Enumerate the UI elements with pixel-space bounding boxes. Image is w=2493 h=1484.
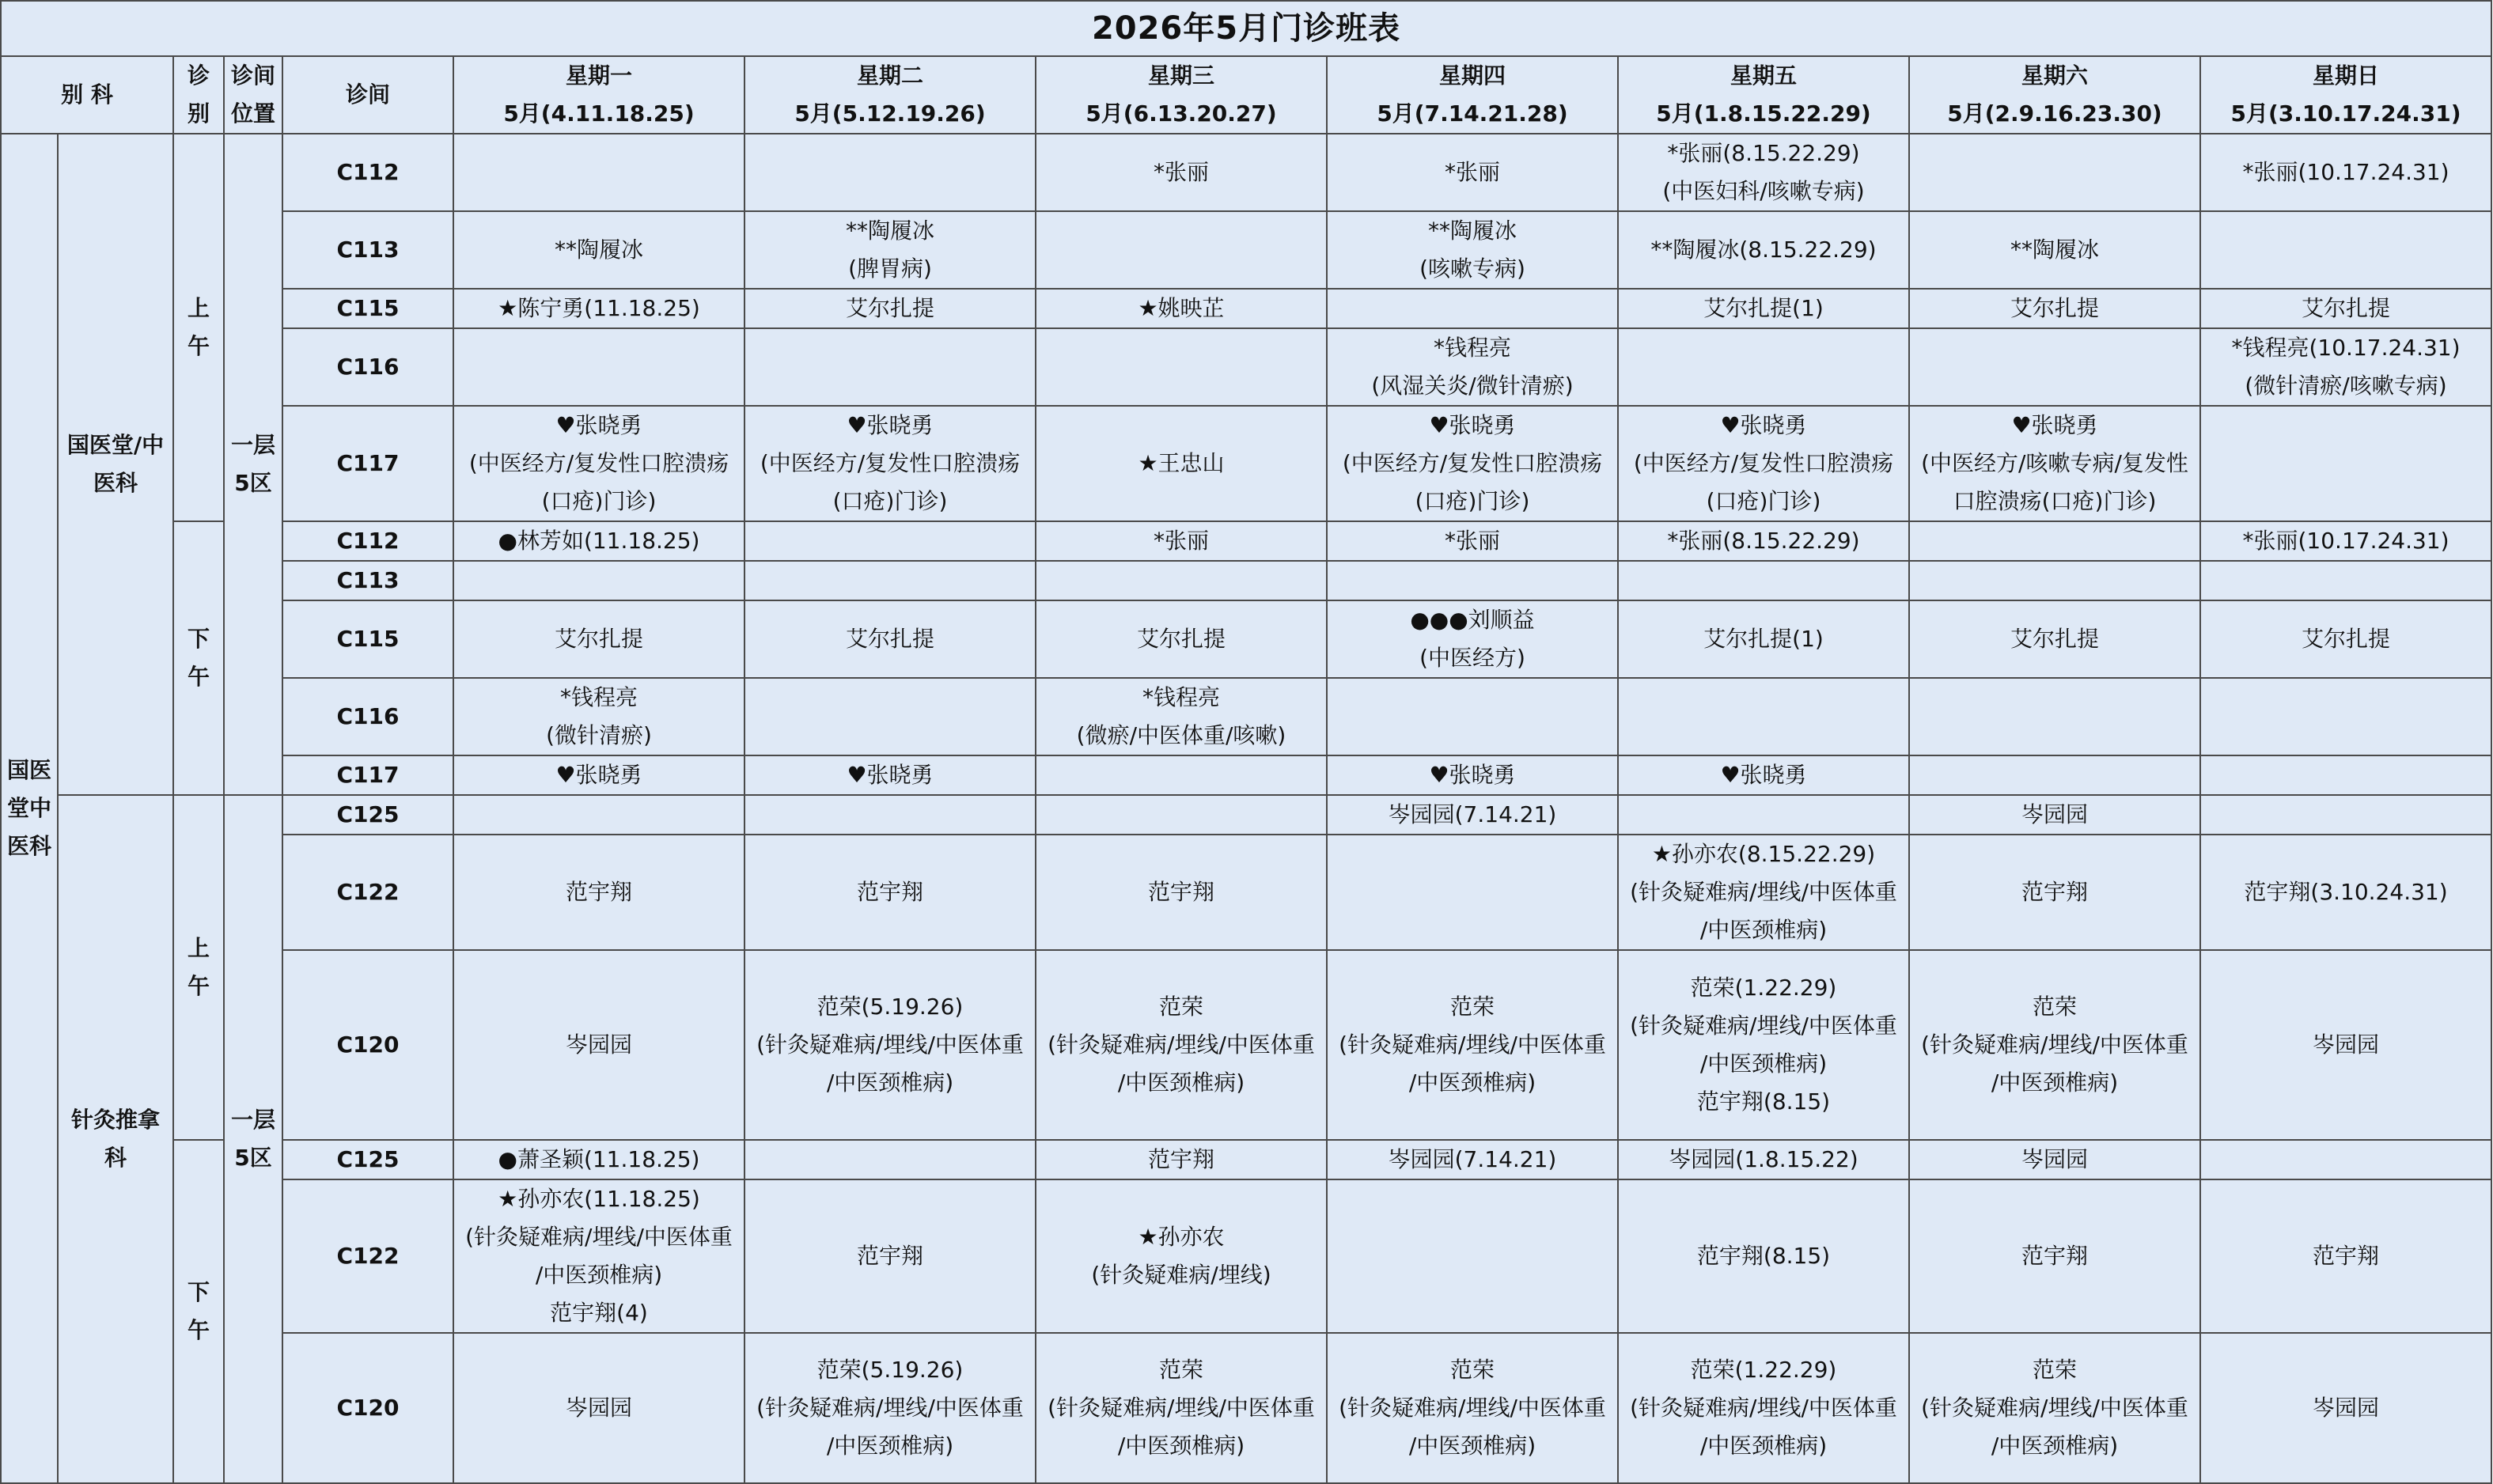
schedule-cell xyxy=(744,1179,1036,1333)
room-label: C117 xyxy=(282,755,453,795)
schedule-row xyxy=(1,561,2491,600)
schedule-cell xyxy=(744,1333,1036,1483)
schedule-cell xyxy=(1618,600,1909,678)
schedule-entry: 范荣(1.22.29) xyxy=(1690,1357,1837,1383)
schedule-row xyxy=(1,795,2491,835)
schedule-entry: (微针清瘀/咳嗽专病) xyxy=(2245,373,2447,399)
room-label: C116 xyxy=(282,328,453,406)
schedule-entry: /中医颈椎病) xyxy=(826,1433,954,1459)
schedule-entry: 艾尔扎提 xyxy=(554,626,643,652)
schedule-entry: 范荣 xyxy=(1449,994,1495,1020)
schedule-cell xyxy=(744,795,1036,835)
room-label: C113 xyxy=(282,561,453,600)
schedule-cell xyxy=(2200,211,2491,289)
schedule-cell xyxy=(1909,289,2200,328)
schedule-cell xyxy=(1327,328,1618,406)
schedule-entry: 范宇翔 xyxy=(2021,1243,2088,1269)
schedule-cell xyxy=(1327,561,1618,600)
schedule-row xyxy=(1,1333,2491,1483)
schedule-entry: 范宇翔 xyxy=(856,1243,923,1269)
schedule-cell xyxy=(1036,406,1327,521)
schedule-entry: (口疮)门诊) xyxy=(1706,488,1821,514)
schedule-row xyxy=(1,521,2491,561)
schedule-entry: ♥张晓勇 xyxy=(1429,412,1516,438)
schedule-cell xyxy=(1036,328,1327,406)
schedule-entry: (针灸疑难病/埋线/中医体重 xyxy=(1630,1395,1897,1421)
schedule-entry: (口疮)门诊) xyxy=(1415,488,1530,514)
schedule-entry: 艾尔扎提(1) xyxy=(1703,626,1824,652)
schedule-cell xyxy=(453,835,744,950)
schedule-cell xyxy=(1909,1333,2200,1483)
schedule-entry: **陶履冰 xyxy=(1427,218,1517,244)
schedule-entry: 范宇翔(4) xyxy=(550,1300,648,1326)
schedule-entry: /中医颈椎病) xyxy=(1699,1433,1828,1459)
outer-dept-label: 国医 堂中 医科 xyxy=(1,134,58,1483)
schedule-entry: 艾尔扎提 xyxy=(845,295,934,321)
schedule-entry: 艾尔扎提 xyxy=(2010,295,2099,321)
schedule-cell xyxy=(1909,678,2200,755)
schedule-entry: (针灸疑难病/埋线/中医体重 xyxy=(1339,1395,1606,1421)
schedule-entry: 范宇翔 xyxy=(1147,879,1214,905)
schedule-entry: (中医经方/复发性口腔溃疡 xyxy=(760,450,1021,476)
schedule-entry: /中医颈椎病) xyxy=(1117,1069,1245,1096)
schedule-cell xyxy=(744,521,1036,561)
schedule-entry: ★孙亦农(8.15.22.29) xyxy=(1651,841,1876,867)
schedule-cell xyxy=(744,134,1036,211)
schedule-entry: (脾胃病) xyxy=(848,256,932,282)
schedule-entry: ♥张晓勇 xyxy=(847,762,934,788)
schedule-cell xyxy=(1909,795,2200,835)
schedule-entry: /中医颈椎病) xyxy=(1991,1069,2119,1096)
schedule-cell xyxy=(1036,1179,1327,1333)
schedule-cell xyxy=(1327,678,1618,755)
schedule-cell xyxy=(2200,289,2491,328)
dept-label-tcm: 国医堂/中 医科 xyxy=(58,134,173,795)
schedule-cell xyxy=(1036,835,1327,950)
schedule-entry: ●林芳如(11.18.25) xyxy=(498,528,700,554)
schedule-entry: *钱程亮 xyxy=(559,684,638,710)
schedule-cell xyxy=(1909,950,2200,1140)
schedule-row xyxy=(1,950,2491,1140)
schedule-cell xyxy=(744,211,1036,289)
schedule-entry: **陶履冰 xyxy=(2010,237,2099,263)
schedule-entry: /中医颈椎病) xyxy=(1408,1433,1536,1459)
schedule-entry: (针灸疑难病/埋线/中医体重 xyxy=(756,1395,1024,1421)
schedule-entry: ♥张晓勇 xyxy=(1720,762,1807,788)
schedule-cell xyxy=(744,406,1036,521)
schedule-entry: /中医颈椎病) xyxy=(826,1069,954,1096)
schedule-cell xyxy=(2200,1333,2491,1483)
schedule-cell xyxy=(1909,561,2200,600)
day-header-sun: 星期日 5月(3.10.17.24.31) xyxy=(2200,56,2491,134)
schedule-cell xyxy=(2200,328,2491,406)
schedule-entry: /中医颈椎病) xyxy=(1699,917,1828,943)
schedule-entry: (针灸疑难病/埋线/中医体重 xyxy=(1921,1395,2188,1421)
schedule-cell xyxy=(1327,795,1618,835)
schedule-cell xyxy=(744,755,1036,795)
schedule-cell xyxy=(1909,406,2200,521)
schedule-entry: 范宇翔 xyxy=(2313,1243,2380,1269)
dept-label-acupuncture: 针灸推拿 科 xyxy=(58,795,173,1483)
schedule-cell xyxy=(1909,1140,2200,1179)
schedule-row xyxy=(1,134,2491,211)
schedule-entry: (中医妇科/咳嗽专病) xyxy=(1662,178,1865,204)
schedule-cell xyxy=(453,134,744,211)
schedule-entry: 岑园园 xyxy=(565,1032,632,1058)
schedule-entry: ♥张晓勇 xyxy=(2011,412,2098,438)
schedule-entry: /中医颈椎病) xyxy=(1699,1051,1828,1077)
day-header-tue: 星期二 5月(5.12.19.26) xyxy=(744,56,1036,134)
schedule-entry: (口疮)门诊) xyxy=(832,488,948,514)
schedule-cell xyxy=(1327,1179,1618,1333)
day-header-fri: 星期五 5月(1.8.15.22.29) xyxy=(1618,56,1909,134)
schedule-entry: 口腔溃疡(口疮)门诊) xyxy=(1953,488,2157,514)
schedule-cell xyxy=(2200,406,2491,521)
schedule-cell xyxy=(1618,755,1909,795)
schedule-cell xyxy=(453,1179,744,1333)
room-label: C117 xyxy=(282,406,453,521)
schedule-entry: (咳嗽专病) xyxy=(1419,256,1525,282)
schedule-cell xyxy=(2200,561,2491,600)
room-label: C116 xyxy=(282,678,453,755)
schedule-entry: ♥张晓勇 xyxy=(847,412,934,438)
schedule-entry: ●●●刘顺益 xyxy=(1410,607,1535,633)
schedule-entry: 范荣(1.22.29) xyxy=(1690,975,1837,1001)
schedule-entry: 范荣 xyxy=(1449,1357,1495,1383)
schedule-cell xyxy=(1327,521,1618,561)
schedule-cell xyxy=(2200,1140,2491,1179)
schedule-entry: (针灸疑难病/埋线/中医体重 xyxy=(465,1224,733,1250)
schedule-cell xyxy=(453,795,744,835)
schedule-cell xyxy=(1327,1333,1618,1483)
schedule-cell xyxy=(453,406,744,521)
location-header: 诊间 位置 xyxy=(224,56,282,134)
schedule-entry: 艾尔扎提 xyxy=(2302,626,2391,652)
day-header-mon: 星期一 5月(4.11.18.25) xyxy=(453,56,744,134)
schedule-entry: *张丽(10.17.24.31) xyxy=(2242,528,2449,554)
schedule-cell xyxy=(2200,1179,2491,1333)
schedule-cell xyxy=(453,950,744,1140)
schedule-entry: ★孙亦农(11.18.25) xyxy=(498,1186,700,1212)
schedule-cell xyxy=(1618,795,1909,835)
schedule-cell xyxy=(1618,1179,1909,1333)
schedule-cell xyxy=(1036,755,1327,795)
schedule-entry: 岑园园(7.14.21) xyxy=(1388,1146,1557,1172)
schedule-entry: 范宇翔 xyxy=(856,879,923,905)
schedule-cell xyxy=(1618,289,1909,328)
location-label: 一层 5区 xyxy=(224,134,282,795)
schedule-entry: 范荣 xyxy=(2032,994,2077,1020)
schedule-cell xyxy=(1036,289,1327,328)
schedule-entry: 岑园园(1.8.15.22) xyxy=(1669,1146,1858,1172)
schedule-cell xyxy=(1618,561,1909,600)
schedule-entry: (中医经方) xyxy=(1419,645,1525,671)
schedule-cell xyxy=(744,600,1036,678)
schedule-row xyxy=(1,755,2491,795)
schedule-entry: (微针清瘀) xyxy=(546,722,652,748)
schedule-entry: (风湿关炎/微针清瘀) xyxy=(1371,373,1574,399)
schedule-cell xyxy=(744,328,1036,406)
schedule-row xyxy=(1,600,2491,678)
schedule-entry: *钱程亮(10.17.24.31) xyxy=(2231,335,2461,361)
schedule-cell xyxy=(1036,211,1327,289)
schedule-cell xyxy=(1909,521,2200,561)
schedule-entry: 范宇翔 xyxy=(1147,1146,1214,1172)
schedule-entry: 范荣 xyxy=(1158,994,1203,1020)
schedule-cell xyxy=(1327,1140,1618,1179)
schedule-entry: **陶履冰(8.15.22.29) xyxy=(1650,237,1877,263)
room-label: C113 xyxy=(282,211,453,289)
schedule-entry: ♥张晓勇 xyxy=(555,412,642,438)
room-label: C112 xyxy=(282,521,453,561)
room-label: C125 xyxy=(282,795,453,835)
dept-header: 别 科 xyxy=(1,56,173,134)
schedule-entry: 范荣 xyxy=(1158,1357,1203,1383)
schedule-cell xyxy=(1618,328,1909,406)
room-header: 诊间 xyxy=(282,56,453,134)
schedule-cell xyxy=(1036,795,1327,835)
period-label-pm: 下 午 xyxy=(173,521,224,795)
header-row xyxy=(1,56,2491,134)
schedule-entry: ★王忠山 xyxy=(1138,450,1225,476)
schedule-cell xyxy=(744,561,1036,600)
schedule-cell xyxy=(1909,600,2200,678)
room-label: C115 xyxy=(282,289,453,328)
schedule-entry: (针灸疑难病/埋线/中医体重 xyxy=(756,1032,1024,1058)
room-label: C120 xyxy=(282,950,453,1140)
schedule-cell xyxy=(1618,406,1909,521)
schedule-row xyxy=(1,835,2491,950)
schedule-cell xyxy=(453,1333,744,1483)
schedule-entry: *张丽 xyxy=(1153,528,1209,554)
day-header-sat: 星期六 5月(2.9.16.23.30) xyxy=(1909,56,2200,134)
schedule-cell xyxy=(453,289,744,328)
schedule-entry: ★孙亦农 xyxy=(1138,1224,1225,1250)
schedule-entry: ♥张晓勇 xyxy=(1720,412,1807,438)
schedule-entry: 岑园园 xyxy=(565,1395,632,1421)
schedule-entry: 岑园园 xyxy=(2021,1146,2088,1172)
schedule-cell xyxy=(453,755,744,795)
schedule-cell xyxy=(1618,211,1909,289)
room-label: C112 xyxy=(282,134,453,211)
schedule-cell xyxy=(2200,134,2491,211)
period-label-am: 上 午 xyxy=(173,134,224,521)
schedule-entry: *张丽 xyxy=(1444,159,1500,185)
schedule-cell xyxy=(1036,600,1327,678)
schedule-entry: (针灸疑难病/埋线/中医体重 xyxy=(1921,1032,2188,1058)
schedule-cell xyxy=(1036,950,1327,1140)
schedule-cell xyxy=(1618,835,1909,950)
schedule-entry: (针灸疑难病/埋线/中医体重 xyxy=(1630,1013,1897,1039)
schedule-entry: *张丽(10.17.24.31) xyxy=(2242,159,2449,185)
schedule-entry: ♥张晓勇 xyxy=(1429,762,1516,788)
schedule-entry: 岑园园(7.14.21) xyxy=(1388,801,1557,827)
schedule-cell xyxy=(1618,521,1909,561)
schedule-cell xyxy=(744,835,1036,950)
schedule-cell xyxy=(2200,835,2491,950)
schedule-entry: (针灸疑难病/埋线/中医体重 xyxy=(1339,1032,1606,1058)
schedule-entry: 范荣(5.19.26) xyxy=(816,1357,964,1383)
schedule-entry: *张丽 xyxy=(1444,528,1500,554)
schedule-cell xyxy=(1036,1140,1327,1179)
period-label-am: 上 午 xyxy=(173,795,224,1140)
schedule-cell xyxy=(2200,678,2491,755)
period-header: 诊 别 xyxy=(173,56,224,134)
schedule-entry: 岑园园 xyxy=(2021,801,2088,827)
schedule-entry: *张丽 xyxy=(1153,159,1209,185)
schedule-entry: 范宇翔(3.10.24.31) xyxy=(2244,879,2448,905)
schedule-entry: (微瘀/中医体重/咳嗽) xyxy=(1076,722,1286,748)
schedule-cell xyxy=(453,211,744,289)
schedule-cell xyxy=(453,1140,744,1179)
schedule-entry: *张丽(8.15.22.29) xyxy=(1667,528,1860,554)
schedule-cell xyxy=(1909,1179,2200,1333)
schedule-entry: ★陈宁勇(11.18.25) xyxy=(498,295,700,321)
schedule-entry: 范宇翔(8.15) xyxy=(1696,1088,1831,1115)
schedule-entry: **陶履冰 xyxy=(845,218,934,244)
schedule-entry: 范宇翔(8.15) xyxy=(1696,1243,1831,1269)
schedule-cell xyxy=(1909,211,2200,289)
schedule-row xyxy=(1,678,2491,755)
schedule-entry: 范荣(5.19.26) xyxy=(816,994,964,1020)
schedule-cell xyxy=(453,521,744,561)
schedule-entry: (针灸疑难病/埋线) xyxy=(1091,1262,1271,1288)
schedule-cell xyxy=(1036,521,1327,561)
room-label: C115 xyxy=(282,600,453,678)
schedule-cell xyxy=(1327,406,1618,521)
day-header-thu: 星期四 5月(7.14.21.28) xyxy=(1327,56,1618,134)
schedule-cell xyxy=(2200,795,2491,835)
location-label: 一层 5区 xyxy=(224,795,282,1483)
schedule-cell xyxy=(453,561,744,600)
schedule-entry: /中医颈椎病) xyxy=(1408,1069,1536,1096)
schedule-cell xyxy=(1036,678,1327,755)
schedule-cell xyxy=(1036,134,1327,211)
schedule-cell xyxy=(1327,755,1618,795)
schedule-cell xyxy=(2200,521,2491,561)
schedule-cell xyxy=(1327,134,1618,211)
room-label: C122 xyxy=(282,1179,453,1333)
schedule-entry: 范宇翔 xyxy=(2021,879,2088,905)
schedule-entry: /中医颈椎病) xyxy=(1117,1433,1245,1459)
schedule-entry: (中医经方/复发性口腔溃疡 xyxy=(1633,450,1894,476)
schedule-entry: 艾尔扎提 xyxy=(1136,626,1226,652)
schedule-entry: /中医颈椎病) xyxy=(1991,1433,2119,1459)
schedule-cell xyxy=(1327,600,1618,678)
schedule-cell xyxy=(1618,678,1909,755)
schedule-cell xyxy=(744,678,1036,755)
schedule-entry: (口疮)门诊) xyxy=(541,488,657,514)
schedule-row xyxy=(1,328,2491,406)
schedule-cell xyxy=(2200,755,2491,795)
day-header-wed: 星期三 5月(6.13.20.27) xyxy=(1036,56,1327,134)
schedule-entry: 范宇翔 xyxy=(565,879,632,905)
schedule-cell xyxy=(744,1140,1036,1179)
schedule-cell xyxy=(1618,1140,1909,1179)
schedule-entry: (中医经方/咳嗽专病/复发性 xyxy=(1921,450,2188,476)
schedule-cell xyxy=(1618,1333,1909,1483)
schedule-entry: (针灸疑难病/埋线/中医体重 xyxy=(1048,1395,1315,1421)
schedule-cell xyxy=(1909,328,2200,406)
schedule-entry: *钱程亮 xyxy=(1433,335,1511,361)
schedule-entry: **陶履冰 xyxy=(554,237,643,263)
schedule-entry: ★姚映芷 xyxy=(1138,295,1225,321)
schedule-entry: *钱程亮 xyxy=(1142,684,1220,710)
schedule-entry: 岑园园 xyxy=(2313,1395,2380,1421)
schedule-cell xyxy=(744,950,1036,1140)
schedule-row xyxy=(1,211,2491,289)
schedule-entry: ●萧圣颖(11.18.25) xyxy=(498,1146,700,1172)
schedule-entry: (中医经方/复发性口腔溃疡 xyxy=(468,450,729,476)
schedule-entry: /中医颈椎病) xyxy=(535,1262,663,1288)
schedule-cell xyxy=(1327,211,1618,289)
schedule-entry: (针灸疑难病/埋线/中医体重 xyxy=(1048,1032,1315,1058)
schedule-cell xyxy=(1036,1333,1327,1483)
room-label: C122 xyxy=(282,835,453,950)
room-label: C125 xyxy=(282,1140,453,1179)
schedule-entry: 岑园园 xyxy=(2313,1032,2380,1058)
schedule-row xyxy=(1,406,2491,521)
schedule-entry: 艾尔扎提(1) xyxy=(1703,295,1824,321)
schedule-entry: (中医经方/复发性口腔溃疡 xyxy=(1342,450,1603,476)
schedule-cell xyxy=(1327,835,1618,950)
schedule-row xyxy=(1,1140,2491,1179)
room-label: C120 xyxy=(282,1333,453,1483)
schedule-cell xyxy=(1327,289,1618,328)
schedule-entry: *张丽(8.15.22.29) xyxy=(1667,140,1860,166)
schedule-entry: 艾尔扎提 xyxy=(2302,295,2391,321)
schedule-cell xyxy=(1909,835,2200,950)
schedule-cell xyxy=(1909,755,2200,795)
period-label-pm: 下 午 xyxy=(173,1140,224,1483)
schedule-entry: 艾尔扎提 xyxy=(2010,626,2099,652)
schedule-cell xyxy=(744,289,1036,328)
schedule-entry: ♥张晓勇 xyxy=(555,762,642,788)
page-title: 2026年5月门诊班表 xyxy=(1,1,2491,56)
schedule-cell xyxy=(1618,134,1909,211)
schedule-cell xyxy=(1036,561,1327,600)
schedule-cell xyxy=(1909,134,2200,211)
schedule-entry: 艾尔扎提 xyxy=(845,626,934,652)
schedule-cell xyxy=(2200,950,2491,1140)
schedule-row xyxy=(1,1179,2491,1333)
schedule-cell xyxy=(2200,600,2491,678)
schedule-cell xyxy=(1618,950,1909,1140)
schedule-cell xyxy=(1327,950,1618,1140)
schedule-cell xyxy=(453,600,744,678)
schedule-cell xyxy=(453,328,744,406)
schedule-cell xyxy=(453,678,744,755)
schedule-row xyxy=(1,289,2491,328)
schedule-entry: (针灸疑难病/埋线/中医体重 xyxy=(1630,879,1897,905)
schedule-entry: 范荣 xyxy=(2032,1357,2077,1383)
